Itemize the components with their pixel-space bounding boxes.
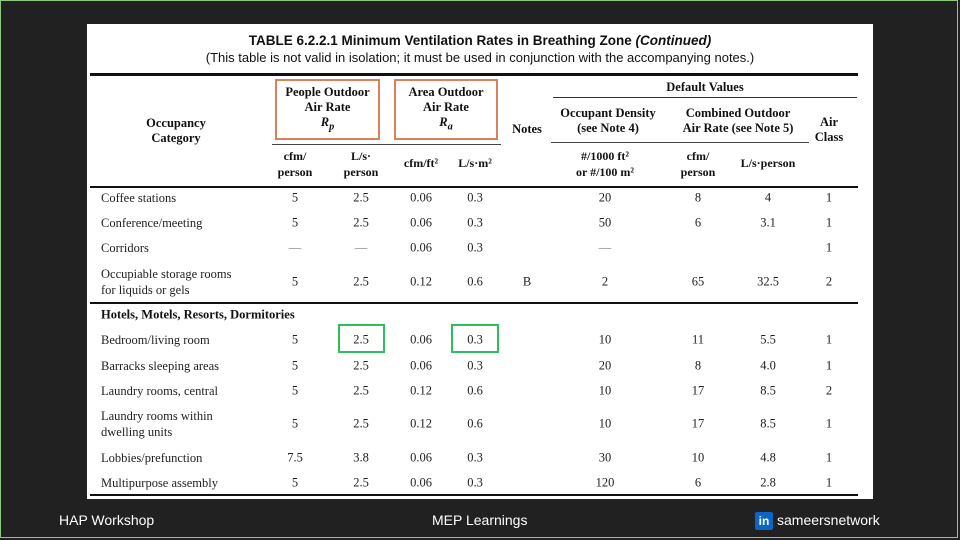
ra-cfm-cell: 0.06 — [410, 215, 432, 230]
air-class-cell: 2 — [825, 274, 833, 289]
section-header-hotels: Hotels, Motels, Resorts, Dormitories — [101, 307, 295, 322]
header-area-outdoor-air-rate: Area Outdoor Air Rate $R_a$ — [408, 85, 484, 133]
unit-combined-cfm-person: cfm/ person — [680, 149, 716, 179]
rp-ls-cell: — — [354, 240, 368, 255]
combined-cfm-cell: 10 — [691, 450, 705, 465]
rp-cfm-cell: 5 — [291, 416, 299, 431]
rp-ls-cell: 2.5 — [353, 274, 369, 289]
rp-ls-cell: 2.5 — [353, 358, 369, 373]
rp-ls-cell: 3.8 — [353, 450, 369, 465]
unit-cfm-person: cfm/ person — [277, 149, 313, 179]
ra-ls-cell: 0.3 — [467, 450, 483, 465]
combined-ls-cell: 3.1 — [760, 215, 776, 230]
ra-ls-cell: 0.6 — [467, 383, 483, 398]
air-class-cell: 1 — [825, 450, 833, 465]
combined-cfm-cell: 65 — [691, 274, 705, 289]
table-subtitle: (This table is not valid in isolation; it must be used in conjunction with the accompanying notes.) — [205, 50, 755, 65]
air-class-cell: 1 — [825, 215, 833, 230]
occupancy-cell: Barracks sleeping areas — [101, 359, 219, 373]
unit-ls-m2: L/s·m² — [458, 156, 492, 170]
air-class-cell: 1 — [825, 358, 833, 373]
header-combined-outdoor-air-rate: Combined Outdoor Air Rate (see Note 5) — [682, 106, 794, 135]
occupancy-cell: Occupiable storage rooms for liquids or gels — [101, 267, 232, 297]
header-air-class: Air Class — [814, 115, 844, 144]
density-cell: — — [598, 240, 612, 255]
combined-cfm-cell: 17 — [691, 383, 705, 398]
ra-ls-cell: 0.3 — [467, 332, 483, 347]
ra-cfm-cell: 0.06 — [410, 240, 432, 255]
combined-ls-cell: 2.8 — [760, 475, 776, 490]
default-values-rule — [553, 97, 857, 98]
occupancy-cell: Laundry rooms within dwelling units — [101, 409, 213, 439]
combined-ls-cell: 5.5 — [760, 332, 776, 347]
ra-cfm-cell: 0.06 — [410, 450, 432, 465]
rp-ls-cell: 2.5 — [353, 383, 369, 398]
ra-ls-cell: 0.6 — [467, 416, 483, 431]
combined-cfm-cell: 8 — [694, 358, 702, 373]
header-people-outdoor-air-rate: People Outdoor Air Rate $R_p$ — [285, 85, 370, 133]
table-bottom-rule — [90, 494, 858, 496]
combined-ls-cell: 32.5 — [757, 274, 779, 289]
ra-ls-cell: 0.3 — [467, 358, 483, 373]
rp-cfm-cell: 7.5 — [287, 450, 303, 465]
footer-right-handle: sameersnetwork — [777, 512, 880, 528]
ra-ls-cell: 0.3 — [467, 190, 483, 205]
rp-ls-cell: 2.5 — [353, 190, 369, 205]
combined-cfm-cell: 6 — [694, 215, 702, 230]
occupancy-cell: Multipurpose assembly — [101, 476, 219, 490]
ra-ls-cell: 0.6 — [467, 274, 483, 289]
section-divider-rule — [90, 302, 858, 304]
rp-ls-cell: 2.5 — [353, 332, 369, 347]
ra-cfm-cell: 0.12 — [410, 383, 432, 398]
notes-cell: B — [522, 274, 532, 289]
rp-cfm-cell: 5 — [291, 358, 299, 373]
occupancy-cell: Laundry rooms, central — [101, 384, 218, 398]
combined-ls-cell: 4 — [764, 190, 772, 205]
ra-cfm-cell: 0.12 — [410, 274, 432, 289]
unit-combined-ls-person: L/s·person — [740, 156, 796, 170]
footer-left-label: HAP Workshop — [59, 512, 155, 528]
combined-ls-cell: 8.5 — [760, 383, 776, 398]
air-class-cell: 1 — [825, 475, 833, 490]
density-cell: 20 — [598, 190, 612, 205]
rp-ls-cell: 2.5 — [353, 416, 369, 431]
rp-cfm-cell: 5 — [291, 475, 299, 490]
combined-cfm-cell: 6 — [694, 475, 702, 490]
unit-cfm-ft2: cfm/ft² — [403, 156, 439, 170]
density-cell: 10 — [598, 332, 612, 347]
density-cell: 10 — [598, 416, 612, 431]
density-cell: 2 — [601, 274, 609, 289]
rp-cfm-cell: 5 — [291, 190, 299, 205]
density-cell: 120 — [595, 475, 615, 490]
occupancy-cell: Coffee stations — [101, 191, 177, 205]
air-class-cell: 1 — [825, 416, 833, 431]
default-header-rule — [551, 142, 809, 143]
table-top-rule — [90, 73, 858, 76]
unit-ls-person: L/s· person — [343, 149, 379, 179]
density-cell: 30 — [598, 450, 612, 465]
rp-ls-cell: 2.5 — [353, 215, 369, 230]
footer-center-label: MEP Learnings — [432, 512, 528, 528]
rp-cfm-cell: 5 — [291, 332, 299, 347]
header-occupancy-category: Occupancy Category — [146, 116, 206, 145]
header-default-values: Default Values — [666, 80, 744, 94]
rp-cfm-cell: — — [288, 240, 302, 255]
air-class-cell: 2 — [825, 383, 833, 398]
combined-cfm-cell: 8 — [694, 190, 702, 205]
occupancy-cell: Conference/meeting — [101, 216, 203, 230]
rp-cfm-cell: 5 — [291, 383, 299, 398]
combined-cfm-cell: 11 — [691, 332, 705, 347]
header-notes: Notes — [512, 122, 542, 136]
occupancy-cell: Lobbies/prefunction — [101, 451, 203, 465]
combined-ls-cell: 4.0 — [760, 358, 776, 373]
rate-header-rule — [272, 144, 501, 145]
header-occupant-density: Occupant Density (see Note 4) — [560, 106, 656, 135]
linkedin-icon: in — [755, 512, 773, 530]
ra-cfm-cell: 0.12 — [410, 416, 432, 431]
occupancy-cell: Corridors — [101, 241, 149, 255]
ra-ls-cell: 0.3 — [467, 475, 483, 490]
density-cell: 50 — [598, 215, 612, 230]
unit-density: #/1000 ft² or #/100 m² — [575, 149, 635, 179]
ventilation-table-sheet — [87, 24, 873, 499]
air-class-cell: 1 — [825, 332, 833, 347]
header-bottom-rule — [90, 186, 858, 188]
ra-cfm-cell: 0.06 — [410, 332, 432, 347]
rp-cfm-cell: 5 — [291, 215, 299, 230]
ra-cfm-cell: 0.06 — [410, 190, 432, 205]
occupancy-cell: Bedroom/living room — [101, 333, 210, 347]
combined-cfm-cell: 17 — [691, 416, 705, 431]
rp-cfm-cell: 5 — [291, 274, 299, 289]
density-cell: 20 — [598, 358, 612, 373]
combined-ls-cell: 8.5 — [760, 416, 776, 431]
air-class-cell: 1 — [825, 240, 833, 255]
ra-ls-cell: 0.3 — [467, 240, 483, 255]
ra-ls-cell: 0.3 — [467, 215, 483, 230]
rp-ls-cell: 2.5 — [353, 475, 369, 490]
ra-cfm-cell: 0.06 — [410, 475, 432, 490]
combined-ls-cell: 4.8 — [760, 450, 776, 465]
density-cell: 10 — [598, 383, 612, 398]
ra-cfm-cell: 0.06 — [410, 358, 432, 373]
air-class-cell: 1 — [825, 190, 833, 205]
table-title: TABLE 6.2.2.1 Minimum Ventilation Rates in Breathing Zone (Continued) — [248, 33, 712, 48]
